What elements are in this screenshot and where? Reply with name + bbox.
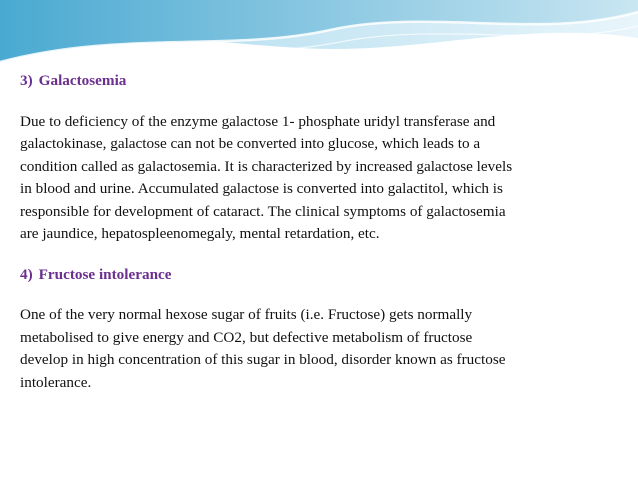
text-line: in blood and urine. Accumulated galactose is converted into galactitol, which is	[20, 180, 503, 197]
header-wave-decoration	[0, 0, 638, 72]
text-line: condition called as galactosemia. It is characterized by increased galactose levels	[20, 157, 513, 175]
section-number: 4)	[20, 265, 33, 283]
section-title: Fructose intolerance	[38, 265, 172, 283]
section-title: Galactosemia	[38, 72, 127, 89]
text-line: are jaundice, hepatospleenomegaly, mental retardation, etc.	[20, 225, 380, 242]
text-line: responsible for development of cataract. The clinical symptoms of galactosemia	[20, 202, 506, 220]
paragraph-galactosemia	[20, 111, 625, 246]
text-line: intolerance.	[20, 373, 92, 391]
text-line: develop in high concentration of this sugar in blood, disorder known as fructose	[20, 351, 506, 368]
paragraph-fructose-intolerance	[20, 304, 625, 394]
text-line: galactokinase, galactose can not be converted into glucose, which leads to a	[20, 135, 481, 152]
section-heading-galactosemia	[20, 70, 625, 93]
section-number: 3)	[20, 72, 33, 89]
text-line: One of the very normal hexose sugar of fruits (i.e. Fructose) gets normally	[20, 306, 473, 323]
section-heading-fructose-intolerance	[20, 264, 625, 287]
text-line: metabolised to give energy and CO2, but defective metabolism of fructose	[20, 328, 473, 346]
text-line: Due to deficiency of the enzyme galactose 1- phosphate uridyl transferase and	[20, 112, 496, 130]
slide-content	[20, 70, 625, 412]
